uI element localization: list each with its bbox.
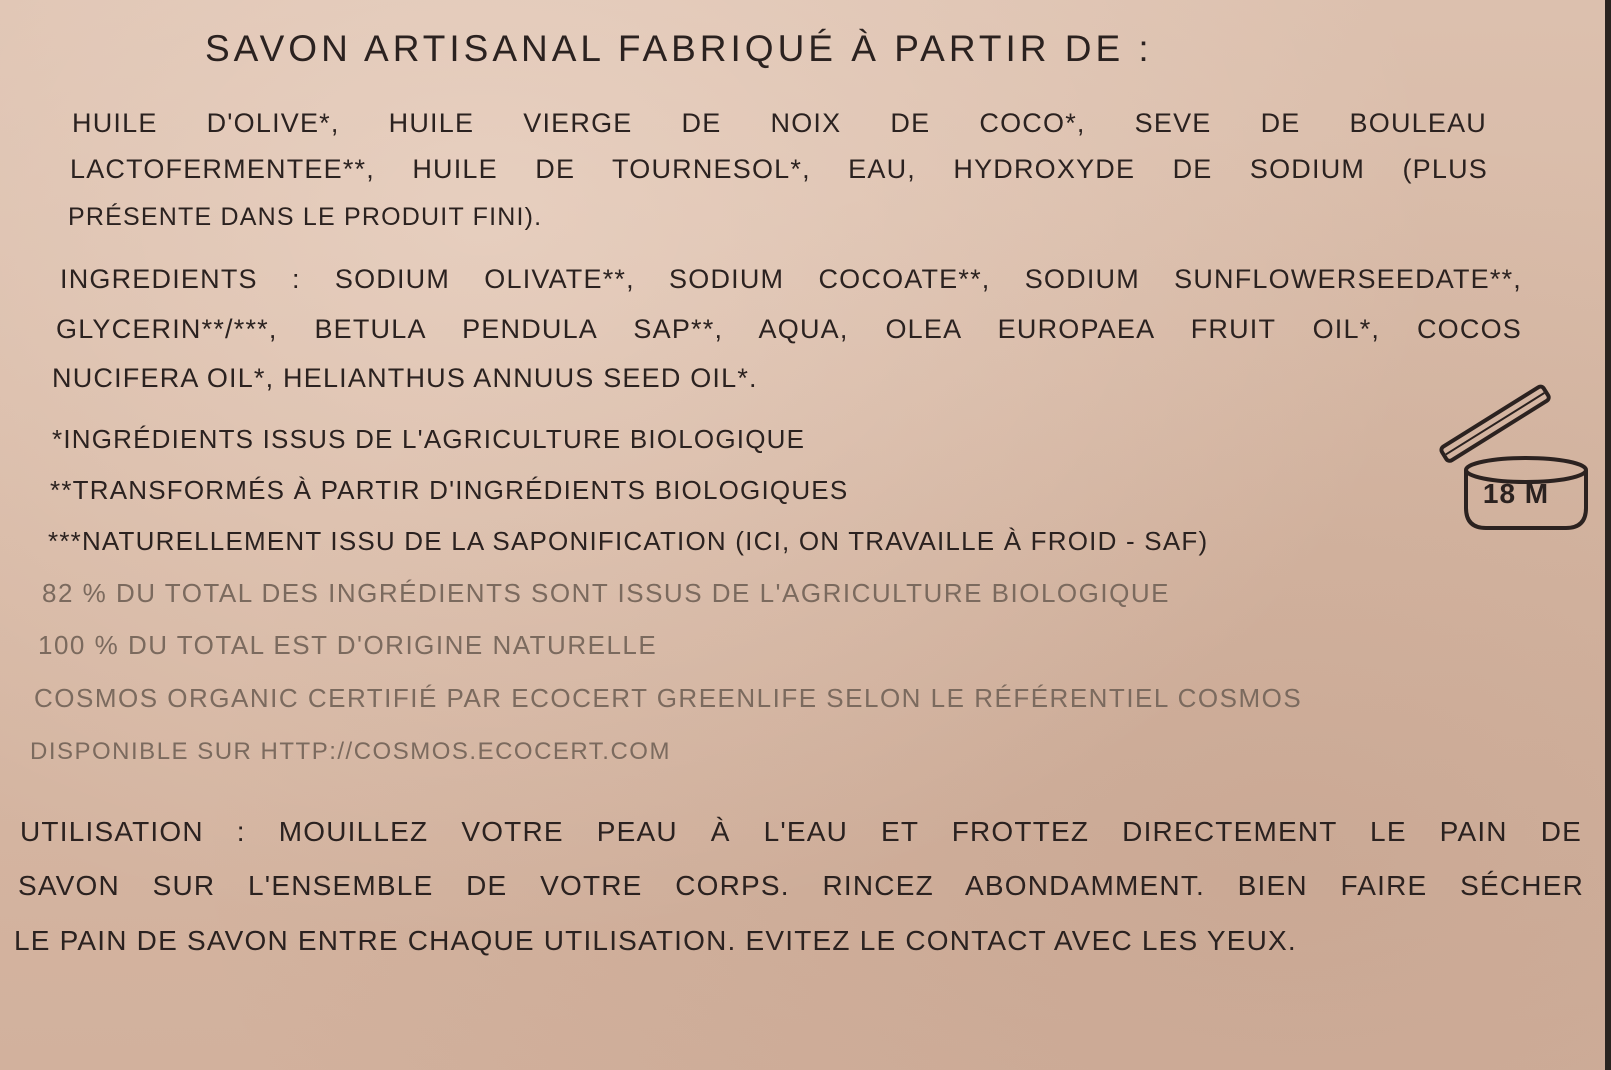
period-after-opening-text: 18 M xyxy=(1482,478,1550,509)
ingredients-line: GLYCERIN**/***, BETULA PENDULA SAP**, AQUA, OLEA EUROPAEA FRUIT OIL*, COCOS xyxy=(56,314,1522,344)
certification-cosmos: COSMOS ORGANIC CERTIFIÉ PAR ECOCERT GREENLIFE SELON LE RÉFÉRENTIEL COSMOS xyxy=(34,683,1303,713)
open-jar-icon xyxy=(1438,378,1588,538)
composition-line: LACTOFERMENTEE**, HUILE DE TOURNESOL*, EAU, HYDROXYDE DE SODIUM (PLUS xyxy=(70,154,1488,184)
certification-organic-percent: 82 % DU TOTAL DES INGRÉDIENTS SONT ISSUS DE L'AGRICULTURE BIOLOGIQUE xyxy=(42,578,1170,608)
ingredients-line: INGREDIENTS : SODIUM OLIVATE**, SODIUM COCOATE**, SODIUM SUNFLOWERSEEDATE**, xyxy=(60,264,1522,294)
footnote-organic: *INGRÉDIENTS ISSUS DE L'AGRICULTURE BIOLOGIQUE xyxy=(52,424,806,454)
footnote-saponification: ***NATURELLEMENT ISSU DE LA SAPONIFICATION (ICI, ON TRAVAILLE À FROID - SAF) xyxy=(48,526,1209,556)
composition-line: HUILE D'OLIVE*, HUILE VIERGE DE NOIX DE COCO*, SEVE DE BOULEAU xyxy=(72,108,1487,138)
certification-natural-percent: 100 % DU TOTAL EST D'ORIGINE NATURELLE xyxy=(38,630,658,660)
ingredients-line: NUCIFERA OIL*, HELIANTHUS ANNUUS SEED OIL*. xyxy=(52,363,758,393)
certification-url: DISPONIBLE SUR HTTP://COSMOS.ECOCERT.COM xyxy=(30,738,671,765)
composition-line: PRÉSENTE DANS LE PRODUIT FINI). xyxy=(68,203,543,231)
usage-line: UTILISATION : MOUILLEZ VOTRE PEAU À L'EAU ET FROTTEZ DIRECTEMENT LE PAIN DE xyxy=(20,816,1582,847)
usage-line: LE PAIN DE SAVON ENTRE CHAQUE UTILISATION. EVITEZ LE CONTACT AVEC LES YEUX. xyxy=(14,925,1297,956)
usage-line: SAVON SUR L'ENSEMBLE DE VOTRE CORPS. RINCEZ ABONDAMMENT. BIEN FAIRE SÉCHER xyxy=(18,870,1584,901)
footnote-transformed: **TRANSFORMÉS À PARTIR D'INGRÉDIENTS BIOLOGIQUES xyxy=(50,475,849,505)
label-title: SAVON ARTISANAL FABRIQUÉ À PARTIR DE : xyxy=(205,28,1153,69)
background-edge xyxy=(1605,0,1611,1070)
